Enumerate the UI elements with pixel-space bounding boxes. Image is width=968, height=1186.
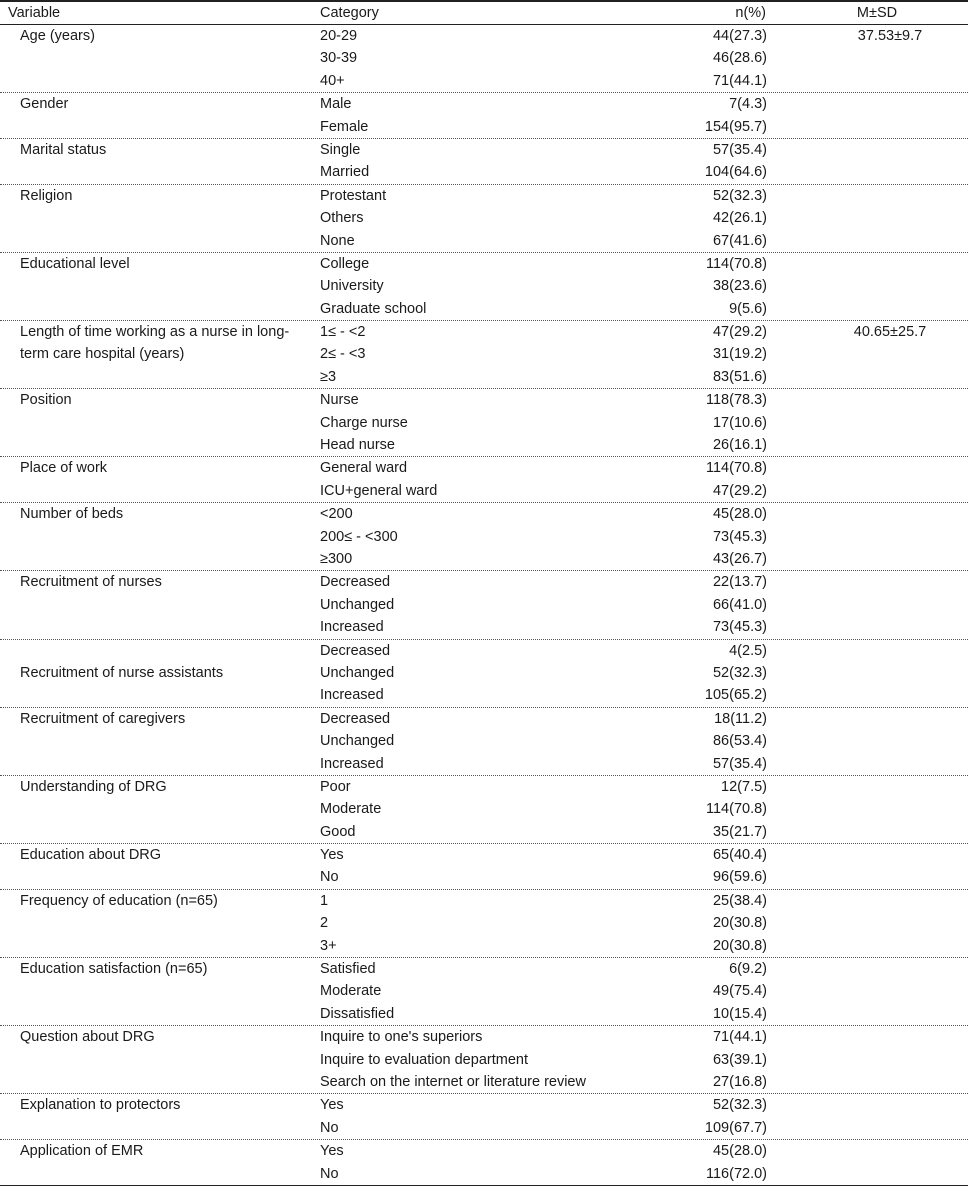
category-cell: 2≤ - <3 [320,346,366,363]
n-percent-cell: 20(30.8) [712,915,767,932]
n-percent-cell: 71(44.1) [712,1029,767,1046]
table-row [0,93,968,115]
n-percent-cell: 86(53.4) [712,733,767,750]
category-cell: Female [320,118,369,135]
category-cell: None [320,232,355,249]
category-cell: Graduate school [320,300,427,317]
category-cell: Protestant [320,187,387,204]
table-group [0,844,968,890]
category-cell: Increased [320,687,384,704]
variable-cell: Place of work [20,460,108,477]
variable-cell: Recruitment of nurse assistants [20,664,224,681]
variable-cell: Length of time working as a nurse in long-term care hospital (years) [20,324,290,363]
category-cell: <200 [320,506,353,523]
category-cell: Single [320,141,361,158]
table-row [0,139,968,161]
table-row [0,1071,968,1093]
table-row [0,526,968,548]
n-percent-cell: 66(41.0) [712,596,767,613]
table-row [0,230,968,252]
table-row [0,116,968,138]
category-cell: Inquire to one's superiors [320,1029,483,1046]
table-row [0,798,968,820]
category-cell: ≥3 [320,368,337,385]
category-cell: 1≤ - <2 [320,324,366,341]
n-percent-cell: 6(9.2) [729,961,767,978]
variable-cell: Recruitment of nurses [20,574,162,591]
n-percent-cell: 27(16.8) [712,1073,767,1090]
n-percent-cell: 105(65.2) [704,687,767,704]
category-cell: University [320,278,384,295]
n-percent-cell: 73(45.3) [712,528,767,545]
category-cell: Nurse [320,392,359,409]
n-percent-cell: 114(70.8) [706,255,767,272]
table-row [0,70,968,92]
n-percent-cell: 67(41.6) [712,232,767,249]
n-percent-cell: 10(15.4) [712,1005,767,1022]
table-row [0,207,968,229]
table-row [0,866,968,888]
n-percent-cell: 9(5.6) [729,300,767,317]
variable-cell: Gender [20,96,69,113]
category-cell: Yes [320,847,344,864]
table-row [0,1163,968,1185]
category-cell: Head nurse [320,437,395,454]
category-cell: Others [320,210,364,227]
category-cell: Increased [320,755,384,772]
category-cell: ≥300 [320,550,353,567]
n-percent-cell: 73(45.3) [712,619,767,636]
n-percent-cell: 52(32.3) [712,187,767,204]
category-cell: Moderate [320,801,382,818]
n-percent-cell: 49(75.4) [712,983,767,1000]
table-row [0,708,968,730]
table-group [0,776,968,844]
header-category: Category [320,5,379,21]
table-row [0,503,968,525]
category-cell: Charge nurse [320,414,408,431]
table-row [0,366,968,388]
category-cell: Inquire to evaluation department [320,1051,528,1068]
table-row [0,662,968,684]
n-percent-cell: 35(21.7) [712,823,767,840]
table-row [0,253,968,275]
table-row [0,1003,968,1025]
category-cell: College [320,255,370,272]
n-percent-cell: 26(16.1) [712,437,767,454]
table-row [0,912,968,934]
n-percent-cell: 17(10.6) [712,414,767,431]
table-row [0,821,968,843]
table-group [0,708,968,776]
variable-cell: Age (years) [20,28,95,44]
category-cell: Moderate [320,983,382,1000]
variable-cell: Position [20,392,72,409]
n-percent-cell: 43(26.7) [712,550,767,567]
category-cell: 30-39 [320,50,358,67]
table-row [0,1026,968,1048]
n-percent-cell: 25(38.4) [712,892,767,909]
category-cell: Unchanged [320,664,395,681]
table-row [0,434,968,456]
table-row [0,730,968,752]
n-percent-cell: 31(19.2) [712,346,767,363]
n-percent-cell: 45(28.0) [712,1143,767,1160]
variable-cell: Understanding of DRG [20,778,167,795]
table-group [0,890,968,958]
table-row [0,684,968,706]
table-row [0,980,968,1002]
table-body [0,25,968,1186]
n-percent-cell: 63(39.1) [712,1051,767,1068]
category-cell: General ward [320,460,408,477]
category-cell: Increased [320,619,384,636]
variable-cell: Marital status [20,141,107,158]
table-group [0,640,968,708]
table-row [0,776,968,798]
table-group [0,389,968,457]
category-cell: 3+ [320,937,337,954]
category-cell: Unchanged [320,596,395,613]
category-cell: Decreased [320,642,391,659]
n-percent-cell: 18(11.2) [714,710,767,727]
category-cell: Satisfied [320,961,376,978]
table-row [0,161,968,183]
table-row [0,1094,968,1116]
table-group [0,503,968,571]
table-group [0,93,968,139]
table-group [0,321,968,389]
variable-cell: Explanation to protectors [20,1097,181,1114]
variable-cell: Religion [20,187,73,204]
n-percent-cell: 65(40.4) [712,847,767,864]
n-percent-cell: 47(29.2) [712,482,767,499]
n-percent-cell: 12(7.5) [721,778,767,795]
table-group [0,958,968,1026]
n-percent-cell: 116(72.0) [706,1165,767,1182]
n-percent-cell: 46(28.6) [712,50,767,67]
n-percent-cell: 109(67.7) [704,1119,767,1136]
category-cell: 1 [320,892,329,909]
table-row [0,958,968,980]
table-row [0,298,968,320]
table-group [0,1140,968,1186]
table-row [0,594,968,616]
n-percent-cell: 57(35.4) [712,141,767,158]
table-header [0,0,968,25]
table-group [0,185,968,253]
table-group [0,253,968,321]
n-percent-cell: 45(28.0) [712,506,767,523]
category-cell: Decreased [320,710,391,727]
category-cell: Unchanged [320,733,395,750]
header-mean-sd: M±SD [856,5,898,21]
category-cell: Dissatisfied [320,1005,395,1022]
category-cell: No [320,1119,339,1136]
table-row [0,1140,968,1162]
n-percent-cell: 104(64.6) [704,164,767,181]
n-percent-cell: 7(4.3) [729,96,767,113]
category-cell: Married [320,164,370,181]
table-row [0,343,968,365]
table-row [0,25,968,47]
n-percent-cell: 20(30.8) [712,937,767,954]
category-cell: 40+ [320,72,345,89]
variable-cell: Educational level [20,255,130,272]
n-percent-cell: 42(26.1) [712,210,767,227]
table-group [0,25,968,93]
n-percent-cell: 57(35.4) [712,755,767,772]
table-row [0,185,968,207]
table-row [0,480,968,502]
table-row [0,412,968,434]
variable-cell: Education satisfaction (n=65) [20,961,208,978]
variable-cell: Education about DRG [20,847,162,864]
n-percent-cell: 44(27.3) [712,28,767,44]
table-row [0,1049,968,1071]
table-row [0,844,968,866]
category-cell: Good [320,823,356,840]
category-cell: Search on the internet or literature review [320,1073,586,1090]
table-row [0,389,968,411]
n-percent-cell: 4(2.5) [729,642,767,659]
table-group [0,1026,968,1094]
table-group [0,571,968,639]
table-row [0,275,968,297]
category-cell: No [320,869,339,886]
table-group [0,457,968,503]
category-cell: Male [320,96,352,113]
variable-cell: Frequency of education (n=65) [20,892,218,909]
category-cell: Yes [320,1097,344,1114]
variable-cell: Question about DRG [20,1029,155,1046]
variable-cell: Application of EMR [20,1143,144,1160]
header-n-percent: n(%) [735,5,766,21]
table-group [0,1094,968,1140]
n-percent-cell: 154(95.7) [704,118,767,135]
category-cell: 20-29 [320,28,358,44]
n-percent-cell: 114(70.8) [706,801,767,818]
mean-sd-cell: 37.53±9.7 [857,28,923,44]
n-percent-cell: 114(70.8) [706,460,767,477]
table-row [0,47,968,69]
table-row [0,548,968,570]
table-row [0,753,968,775]
header-variable: Variable [8,5,61,21]
table-group [0,139,968,185]
n-percent-cell: 52(32.3) [712,664,767,681]
table-row [0,616,968,638]
category-cell: Poor [320,778,351,795]
category-cell: 2 [320,915,329,932]
n-percent-cell: 22(13.7) [712,574,767,591]
n-percent-cell: 96(59.6) [712,869,767,886]
category-cell: ICU+general ward [320,482,438,499]
category-cell: 200≤ - <300 [320,528,398,545]
category-cell: Yes [320,1143,344,1160]
table-row [0,457,968,479]
mean-sd-cell: 40.65±25.7 [853,324,927,341]
n-percent-cell: 118(78.3) [706,392,767,409]
table-row [0,935,968,957]
n-percent-cell: 38(23.6) [712,278,767,295]
category-cell: No [320,1165,339,1182]
n-percent-cell: 52(32.3) [712,1097,767,1114]
table-row [0,571,968,593]
n-percent-cell: 47(29.2) [712,324,767,341]
n-percent-cell: 71(44.1) [712,72,767,89]
table-row [0,890,968,912]
category-cell: Decreased [320,574,391,591]
variable-cell: Number of beds [20,506,124,523]
table-row [0,1117,968,1139]
variable-cell: Recruitment of caregivers [20,710,186,727]
n-percent-cell: 83(51.6) [712,368,767,385]
